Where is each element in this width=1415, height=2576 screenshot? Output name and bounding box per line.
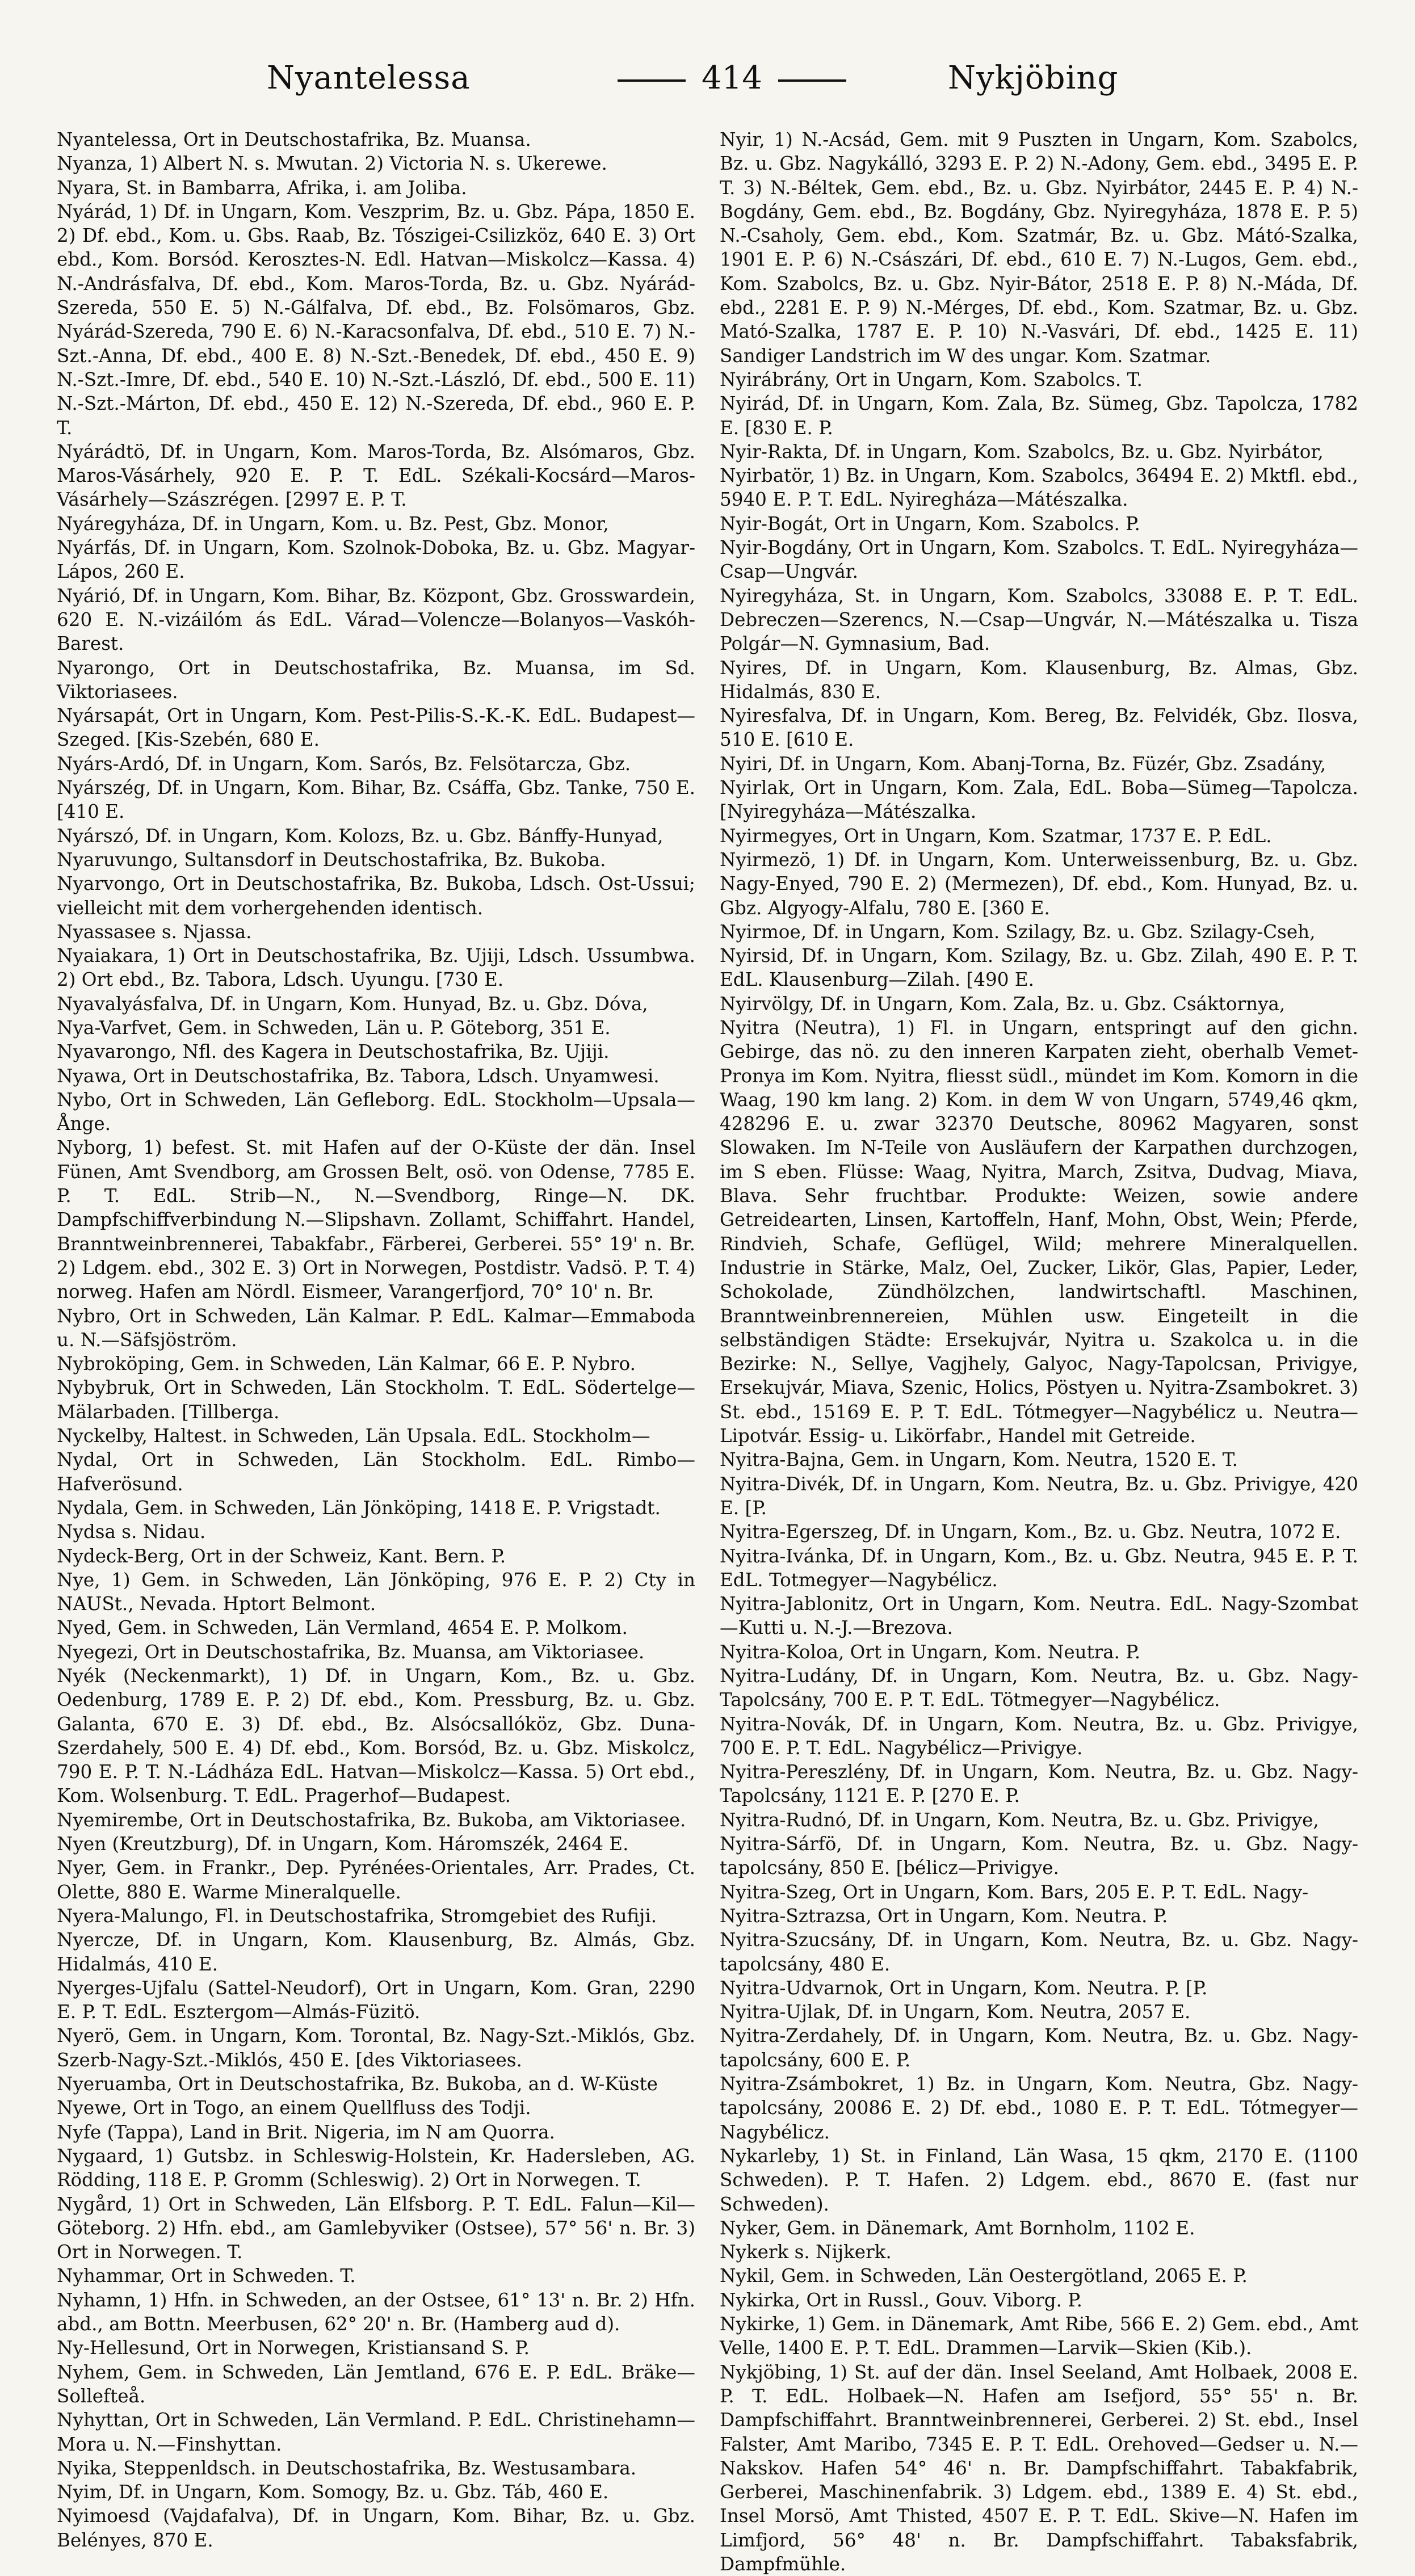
header-right-word: Nykjöbing (948, 60, 1119, 96)
dictionary-entry: Nyitra-Novák, Df. in Ungarn, Kom. Neutra, Bz. u. Gbz. Privigye, 700 E. P. T. EdL. Nagybélicz—Privigye. (720, 1713, 1358, 1759)
dictionary-entry: Nyitra-Szeg, Ort in Ungarn, Kom. Bars, 205 E. P. T. EdL. Nagy- (720, 1881, 1309, 1903)
dictionary-entry: Nyir, 1) N.-Acsád, Gem. mit 9 Puszten in Ungarn, Kom. Szabolcs, Bz. u. Gbz. Nagykálló, 3293 E. P. 2) N.-Adony, Gem. ebd., 3495 E. P. T. 3) N.-Béltek, Gem. ebd., Bz. u. Gbz. Nyirbátor, 2445 E. P. 4) N.-Bogdány, Gem. ebd., Bz. Bogdány, Gbz. Nyiregyháza, 1878 E. P. 5) N.-Csaholy, Gem. ebd., Kom. Szatmár, Bz. u. Gbz. Mátó-Szalka, 1901 E. P. 6) N.-Császári, Df. ebd., 610 E. 7) N.-Lugos, Gem. ebd., Kom. Szabolcs, Bz. u. Gbz. Nyir-Bátor, 2518 E. P. 8) N.-Máda, Df. ebd., 2281 E. P. 9) N.-Mérges, Df. ebd., Kom. Szatmar, Bz. u. Gbz. Mató-Szalka, 1787 E. P. 10) N.-Vasvári, Df. ebd., 1425 E. 11) Sandiger Landstrich im W des ungar. Kom. Szatmar. (720, 129, 1358, 367)
dictionary-entry: Nykerk s. Nijkerk. (720, 2241, 892, 2263)
dictionary-entry: Nyir-Bogdány, Ort in Ungarn, Kom. Szabolcs. T. EdL. Nyiregyháza—Csap—Ungvár. (720, 537, 1358, 583)
dictionary-entry: Nyir-Rakta, Df. in Ungarn, Kom. Szabolcs, Bz. u. Gbz. Nyirbátor, (720, 440, 1324, 463)
dictionary-entry: Nyitra-Jablonitz, Ort in Ungarn, Kom. Neutra. EdL. Nagy-Szombat—Kutti u. N.-J.—Brezova. (720, 1593, 1358, 1639)
dictionary-entry: Nyitra-Pereszlény, Df. in Ungarn, Kom. Neutra, Bz. u. Gbz. Nagy-Tapolcsány, 1121 E. P. [270 E. P. (720, 1761, 1358, 1807)
dictionary-entry: Nyitra-Udvarnok, Ort in Ungarn, Kom. Neutra. P. [P. (720, 1977, 1208, 1999)
dictionary-entry: Nyhamn, 1) Hfn. in Schweden, an der Ostsee, 61° 13' n. Br. 2) Hfn. abd., am Bottn. Meerbusen, 62° 20' n. Br. (Hamberg aud d). (57, 2289, 695, 2335)
dictionary-entry: Nyerö, Gem. in Ungarn, Kom. Torontal, Bz. Nagy-Szt.-Miklós, Gbz. Szerb-Nagy-Szt.-Miklós, 450 E. [des Viktoriasees. (57, 2025, 695, 2071)
dictionary-entry: Nyitra-Ivánka, Df. in Ungarn, Kom., Bz. u. Gbz. Neutra, 945 E. P. T. EdL. Totmegyer—Nagybélicz. (720, 1545, 1358, 1591)
dictionary-entry: Nyirvölgy, Df. in Ungarn, Kom. Zala, Bz. u. Gbz. Csáktornya, (720, 993, 1286, 1015)
dictionary-entry: Nyawa, Ort in Deutschostafrika, Bz. Tabora, Ldsch. Unyamwesi. (57, 1065, 660, 1087)
dictionary-entry: Nyim, Df. in Ungarn, Kom. Somogy, Bz. u. Gbz. Táb, 460 E. (57, 2481, 609, 2503)
dictionary-entry: Nyitra-Ujlak, Df. in Ungarn, Kom. Neutra, 2057 E. (720, 2001, 1191, 2023)
right-column (720, 128, 1358, 2575)
dictionary-entry: Nyantelessa, Ort in Deutschostafrika, Bz. Muansa. (57, 129, 531, 150)
dictionary-entry: Nyirmegyes, Ort in Ungarn, Kom. Szatmar, 1737 E. P. EdL. (720, 825, 1272, 847)
left-column (57, 128, 695, 2551)
dictionary-entry: Nyirlak, Ort in Ungarn, Kom. Zala, EdL. Boba—Sümeg—Tapolcza. [Nyiregyháza—Mátészalka. (720, 777, 1358, 823)
dictionary-entry: Nyir-Bogát, Ort in Ungarn, Kom. Szabolcs. P. (720, 512, 1140, 535)
dictionary-entry: Nyimoesd (Vajdafalva), Df. in Ungarn, Kom. Bihar, Bz. u. Gbz. Belényes, 870 E. (57, 2505, 695, 2551)
dictionary-entry: Nyitra-Szucsány, Df. in Ungarn, Kom. Neutra, Bz. u. Gbz. Nagy-tapolcsány, 480 E. (720, 1929, 1358, 1975)
dictionary-entry: Nyárió, Df. in Ungarn, Kom. Bihar, Bz. Központ, Gbz. Grosswardein, 620 E. N.-vizáilóm ás EdL. Várad—Volencze—Bolanyos—Vaskóh-Barest. (57, 585, 695, 655)
page-number: 414 (702, 60, 762, 96)
dictionary-entry: Nyitra-Koloa, Ort in Ungarn, Kom. Neutra. P. (720, 1641, 1141, 1663)
dictionary-entry: Nyitra-Divék, Df. in Ungarn, Kom. Neutra, Bz. u. Gbz. Privigye, 420 E. [P. (720, 1473, 1358, 1519)
dictionary-entry: Nykirke, 1) Gem. in Dänemark, Amt Ribe, 566 E. 2) Gem. ebd., Amt Velle, 1400 E. P. T. EdL. Drammen—Larvik—Skien (Kib.). (720, 2313, 1358, 2359)
dictionary-entry: Nyitra-Zerdahely, Df. in Ungarn, Kom. Neutra, Bz. u. Gbz. Nagy-tapolcsány, 600 E. P. (720, 2025, 1358, 2071)
dictionary-entry: Nyáregyháza, Df. in Ungarn, Kom. u. Bz. Pest, Gbz. Monor, (57, 512, 609, 535)
dictionary-entry: Nye, 1) Gem. in Schweden, Län Jönköping, 976 E. P. 2) Cty in NAUSt., Nevada. Hptort Belmont. (57, 1569, 695, 1615)
dictionary-entry: Nyaruvungo, Sultansdorf in Deutschostafrika, Bz. Bukoba. (57, 848, 606, 871)
dictionary-entry: Nyeruamba, Ort in Deutschostafrika, Bz. Bukoba, an d. W-Küste (57, 2073, 658, 2095)
dictionary-entry: Nygaard, 1) Gutsbz. in Schleswig-Holstein, Kr. Hadersleben, AG. Rödding, 118 E. P. Gromm (Schleswig). 2) Ort in Norwegen. T. (57, 2145, 695, 2191)
dictionary-entry: Nyárád, 1) Df. in Ungarn, Kom. Veszprim, Bz. u. Gbz. Pápa, 1850 E. 2) Df. ebd., Kom. u. Gbs. Raab, Bz. Tószigei-Csilizköz, 640 E. 3) Ort ebd., Kom. Borsód. Kerosztes-N. Edl. Hatvan—Miskolcz—Kassa. 4) N.-Andrásfalva, Df. ebd., Kom. Maros-Torda, Bz. u. Gbz. Nyárád-Szereda, 550 E. 5) N.-Gálfalva, Df. ebd., Bz. Folsömaros, Gbz. Nyárád-Szereda, 790 E. 6) N.-Karacsonfalva, Df. ebd., 510 E. 7) N.-Szt.-Anna, Df. ebd., 400 E. 8) N.-Szt.-Benedek, Df. ebd., 450 E. 9) N.-Szt.-Imre, Df. ebd., 540 E. 10) N.-Szt.-László, Df. ebd., 500 E. 11) N.-Szt.-Márton, Df. ebd., 450 E. 12) N.-Szereda, Df. ebd., 960 E. P. T. (57, 200, 695, 439)
dictionary-entry: Nyirábrány, Ort in Ungarn, Kom. Szabolcs. T. (720, 368, 1143, 390)
dictionary-entry: Nyaiakara, 1) Ort in Deutschostafrika, Bz. Ujiji, Ldsch. Ussumbwa. 2) Ort ebd., Bz. Tabora, Ldsch. Uyungu. [730 E. (57, 945, 695, 991)
dictionary-entry: Nyárszó, Df. in Ungarn, Kom. Kolozs, Bz. u. Gbz. Bánffy-Hunyad, (57, 825, 664, 847)
dictionary-entry: Nykjöbing, 1) St. auf der dän. Insel Seeland, Amt Holbaek, 2008 E. P. T. EdL. Holbaek—N. Hafen am Isefjord, 55° 55' n. Br. Dampfschiffahrt. Branntweinbrennerei, Gerberei. 2) St. ebd., Insel Falster, Amt Maribo, 7345 E. P. T. EdL. Orehoved—Gedser u. N.—Nakskov. Hafen 54° 46' n. Br. Dampfschiffahrt. Tabakfabrik, Gerberei, Maschinenfabrik. 3) Ldgem. ebd., 1389 E. 4) St. ebd., Insel Morsö, Amt Thisted, 4507 E. P. T. EdL. Skive—N. Hafen im Limfjord, 56° 48' n. Br. Dampfschiffahrt. Tabaksfabrik, Dampfmühle. (720, 2361, 1358, 2575)
dictionary-entry: Nyirsid, Df. in Ungarn, Kom. Szilagy, Bz. u. Gbz. Zilah, 490 E. P. T. EdL. Klausenburg—Zilah. [490 E. (720, 945, 1358, 991)
dash-right (778, 79, 846, 82)
header-page-number-group (602, 60, 862, 96)
dictionary-entry: Nya-Varfvet, Gem. in Schweden, Län u. P. Göteborg, 351 E. (57, 1016, 611, 1039)
dictionary-entry: Nyhyttan, Ort in Schweden, Län Vermland. P. EdL. Christinehamn—Mora u. N.—Finshyttan. (57, 2409, 695, 2455)
dictionary-entry: Ny-Hellesund, Ort in Norwegen, Kristiansand S. P. (57, 2337, 530, 2359)
dictionary-entry: Nygård, 1) Ort in Schweden, Län Elfsborg. P. T. EdL. Falun—Kil—Göteborg. 2) Hfn. ebd., am Gamlebyviker (Ostsee), 57° 56' n. Br. 3) Ort in Norwegen. T. (57, 2193, 695, 2263)
dictionary-entry: Nyavarongo, Nfl. des Kagera in Deutschostafrika, Bz. Ujiji. (57, 1041, 610, 1063)
dictionary-entry: Nyirmezö, 1) Df. in Ungarn, Kom. Unterweissenburg, Bz. u. Gbz. Nagy-Enyed, 790 E. 2) (Mermezen), Df. ebd., Kom. Hunyad, Bz. u. Gbz. Algyogy-Alfalu, 780 E. [360 E. (720, 848, 1358, 919)
dictionary-entry: Nykil, Gem. in Schweden, Län Oestergötland, 2065 E. P. (720, 2265, 1248, 2287)
page-header (0, 60, 1415, 111)
dictionary-entry: Nykirka, Ort in Russl., Gouv. Viborg. P. (720, 2289, 1082, 2311)
header-left-word: Nyantelessa (267, 60, 471, 96)
dictionary-entry: Nyiregyháza, St. in Ungarn, Kom. Szabolcs, 33088 E. P. T. EdL. Debreczen—Szerencs, N.—Csap—Ungvár, N.—Mátészalka u. Tisza Polgár—N. Gymnasium, Bad. (720, 585, 1358, 655)
dictionary-entry: Nyerges-Ujfalu (Sattel-Neudorf), Ort in Ungarn, Kom. Gran, 2290 E. P. T. EdL. Esztergom—Almás-Füzitö. (57, 1977, 695, 2023)
dictionary-entry: Nyhammar, Ort in Schweden. T. (57, 2265, 356, 2287)
dictionary-entry: Nyitra-Sztrazsa, Ort in Ungarn, Kom. Neutra. P. (720, 1905, 1168, 1927)
dictionary-entry: Nyitra-Ludány, Df. in Ungarn, Kom. Neutra, Bz. u. Gbz. Nagy-Tapolcsány, 700 E. P. T. EdL. Tötmegyer—Nagybélicz. (720, 1665, 1358, 1711)
dictionary-entry: Nyitra-Bajna, Gem. in Ungarn, Kom. Neutra, 1520 E. T. (720, 1449, 1238, 1471)
dictionary-entry: Nydsa s. Nidau. (57, 1521, 206, 1543)
dictionary-entry: Nyirmoe, Df. in Ungarn, Kom. Szilagy, Bz. u. Gbz. Szilagy-Cseh, (720, 921, 1316, 943)
dictionary-entry: Nyirbatör, 1) Bz. in Ungarn, Kom. Szabolcs, 36494 E. 2) Mktfl. ebd., 5940 E. P. T. EdL. Nyiregháza—Mátészalka. (720, 465, 1358, 511)
dictionary-entry: Nyara, St. in Bambarra, Afrika, i. am Joliba. (57, 177, 467, 199)
dictionary-entry: Nyitra-Rudnó, Df. in Ungarn, Kom. Neutra, Bz. u. Gbz. Privigye, (720, 1809, 1319, 1831)
dictionary-entry: Nyitra (Neutra), 1) Fl. in Ungarn, entspringt auf den gichn. Gebirge, das nö. zu den inneren Karpaten zieht, oberhalb Vemet-Pronya im Kom. Nyitra, fliesst südl., mündet im Kom. Komorn in die Waag, 190 km lang. 2) Kom. in dem W von Ungarn, 5749,46 qkm, 428296 E. u. zwar 32370 Deutsche, 80962 Magyaren, sonst Slowaken. Im N-Teile von Ausläufern der Karpathen durchzogen, im S eben. Flüsse: Waag, Nyitra, March, Zsitva, Dudvag, Miava, Blava. Sehr fruchtbar. Produkte: Weizen, sowie andere Getreidearten, Linsen, Kartoffeln, Hanf, Mohn, Obst, Wein; Pferde, Rindvieh, Schafe, Geflügel, Wild; mehrere Mineralquellen. Industrie in Stärke, Malz, Oel, Zucker, Likör, Glas, Papier, Leder, Schokolade, Zündhölzchen, landwirtschaftl. Maschinen, Branntweinbrennereien, Mühlen usw. Eingeteilt in die selbständigen Städte: Ersekujvár, Nyitra u. Szakolca u. in die Bezirke: N., Sellye, Vagjhely, Galyoc, Nagy-Tapolcsan, Privigye, Ersekujvár, Miava, Szenic, Holics, Pöstyen u. Nyitra-Zsambokret. 3) St. ebd., 15169 E. P. T. EdL. Tótmegyer—Nagybélicz u. Neutra—Lipotvár. Essig- u. Likörfabr., Handel mit Getreide. (720, 1016, 1358, 1447)
dictionary-entry: Nydal, Ort in Schweden, Län Stockholm. EdL. Rimbo—Hafverösund. (57, 1449, 695, 1495)
dictionary-entry: Nyed, Gem. in Schweden, Län Vermland, 4654 E. P. Molkom. (57, 1617, 628, 1639)
dictionary-entry: Nyen (Kreutzburg), Df. in Ungarn, Kom. Háromszék, 2464 E. (57, 1833, 629, 1855)
dictionary-entry: Nyhem, Gem. in Schweden, Län Jemtland, 676 E. P. EdL. Bräke—Sollefteå. (57, 2361, 695, 2407)
dictionary-entry: Nyegezi, Ort in Deutschostafrika, Bz. Muansa, am Viktoriasee. (57, 1641, 645, 1663)
dictionary-entry: Nyassasee s. Njassa. (57, 921, 252, 943)
dictionary-entry: Nyársapát, Ort in Ungarn, Kom. Pest-Pilis-S.-K.-K. EdL. Budapest—Szeged. [Kis-Szebén, 680 E. (57, 705, 695, 751)
dictionary-entry: Nyárszég, Df. in Ungarn, Kom. Bihar, Bz. Csáffa, Gbz. Tanke, 750 E. [410 E. (57, 777, 695, 823)
dictionary-entry: Nyires, Df. in Ungarn, Kom. Klausenburg, Bz. Almas, Gbz. Hidalmás, 830 E. (720, 657, 1358, 703)
dictionary-entry: Nyárádtö, Df. in Ungarn, Kom. Maros-Torda, Bz. Alsómaros, Gbz. Maros-Vásárhely, 920 E. P. T. EdL. Székali-Kocsárd—Maros-Vásárhely—Szászrégen. [2997 E. P. T. (57, 440, 695, 511)
dictionary-entry: Nyercze, Df. in Ungarn, Kom. Klausenburg, Bz. Almás, Gbz. Hidalmás, 410 E. (57, 1929, 695, 1975)
dictionary-entry: Nyiresfalva, Df. in Ungarn, Kom. Bereg, Bz. Felvidék, Gbz. Ilosva, 510 E. [610 E. (720, 705, 1358, 751)
dictionary-entry: Nyirád, Df. in Ungarn, Kom. Zala, Bz. Sümeg, Gbz. Tapolcza, 1782 E. [830 E. P. (720, 393, 1358, 439)
dictionary-entry: Nyika, Steppenldsch. in Deutschostafrika, Bz. Westusambara. (57, 2457, 637, 2479)
dictionary-entry: Nyfe (Tappa), Land in Brit. Nigeria, im N am Quorra. (57, 2121, 555, 2143)
dictionary-entry: Nyewe, Ort in Togo, an einem Quellfluss des Todji. (57, 2097, 531, 2119)
dictionary-entry: Nyitra-Egerszeg, Df. in Ungarn, Kom., Bz. u. Gbz. Neutra, 1072 E. (720, 1521, 1341, 1543)
dictionary-entry: Nydeck-Berg, Ort in der Schweiz, Kant. Bern. P. (57, 1545, 506, 1567)
dictionary-entry: Nyanza, 1) Albert N. s. Mwutan. 2) Victoria N. s. Ukerewe. (57, 153, 607, 175)
dictionary-entry: Nyera-Malungo, Fl. in Deutschostafrika, Stromgebiet des Rufiji. (57, 1905, 657, 1927)
dictionary-entry: Nyborg, 1) befest. St. mit Hafen auf der O-Küste der dän. Insel Fünen, Amt Svendborg, am Grossen Belt, osö. von Odense, 7785 E. P. T. EdL. Strib—N., N.—Svendborg, Ringe—N. DK. Dampfschiffverbindung N.—Slipshavn. Zollamt, Schiffahrt. Handel, Branntweinbrennerei, Tabakfabr., Färberei, Gerberei. 55° 19' n. Br. 2) Ldgem. ebd., 302 E. 3) Ort in Norwegen, Postdistr. Vadsö. P. T. 4) norweg. Hafen am Nördl. Eismeer, Varangerfjord, 70° 10' n. Br. (57, 1137, 695, 1303)
dictionary-entry: Nyavalyásfalva, Df. in Ungarn, Kom. Hunyad, Bz. u. Gbz. Dóva, (57, 993, 648, 1015)
dictionary-entry: Nyitra-Zsámbokret, 1) Bz. in Ungarn, Kom. Neutra, Gbz. Nagy-tapolcsány, 20086 E. 2) Df. ebd., 1080 E. P. T. EdL. Tótmegyer—Nagybélicz. (720, 2073, 1358, 2143)
dictionary-entry: Nyemirembe, Ort in Deutschostafrika, Bz. Bukoba, am Viktoriasee. (57, 1809, 686, 1831)
dash-left (618, 79, 686, 82)
dictionary-entry: Nybro, Ort in Schweden, Län Kalmar. P. EdL. Kalmar—Emmaboda u. N.—Säfsjöström. (57, 1305, 695, 1351)
dictionary-entry: Nybo, Ort in Schweden, Län Gefleborg. EdL. Stockholm—Upsala—Ånge. (57, 1089, 695, 1135)
dictionary-entry: Nydala, Gem. in Schweden, Län Jönköping, 1418 E. P. Vrigstadt. (57, 1497, 661, 1519)
dictionary-entry: Nybybruk, Ort in Schweden, Län Stockholm. T. EdL. Södertelge—Mälarbaden. [Tillberga. (57, 1377, 695, 1423)
dictionary-entry: Nyckelby, Haltest. in Schweden, Län Upsala. EdL. Stockholm— (57, 1425, 650, 1447)
dictionary-entry: Nyarongo, Ort in Deutschostafrika, Bz. Muansa, im Sd. Viktoriasees. (57, 657, 695, 703)
dictionary-entry: Nyárfás, Df. in Ungarn, Kom. Szolnok-Doboka, Bz. u. Gbz. Magyar-Lápos, 260 E. (57, 537, 695, 583)
dictionary-entry: Nyiri, Df. in Ungarn, Kom. Abanj-Torna, Bz. Füzér, Gbz. Zsadány, (720, 753, 1326, 775)
dictionary-entry: Nyitra-Sárfö, Df. in Ungarn, Kom. Neutra, Bz. u. Gbz. Nagy-tapolcsány, 850 E. [bélicz—Privigye. (720, 1833, 1358, 1879)
dictionary-entry: Nykarleby, 1) St. in Finland, Län Wasa, 15 qkm, 2170 E. (1100 Schweden). P. T. Hafen. 2) Ldgem. ebd., 8670 E. (fast nur Schweden). (720, 2145, 1358, 2215)
dictionary-entry: Nyárs-Ardó, Df. in Ungarn, Kom. Sarós, Bz. Felsötarcza, Gbz. (57, 753, 631, 775)
dictionary-entry: Nyer, Gem. in Frankr., Dep. Pyrénées-Orientales, Arr. Prades, Ct. Olette, 880 E. Warme Mineralquelle. (57, 1857, 695, 1903)
dictionary-entry: Nyarvongo, Ort in Deutschostafrika, Bz. Bukoba, Ldsch. Ost-Ussui; vielleicht mit dem vorhergehenden identisch. (57, 873, 695, 919)
dictionary-entry: Nyék (Neckenmarkt), 1) Df. in Ungarn, Kom., Bz. u. Gbz. Oedenburg, 1789 E. P. 2) Df. ebd., Kom. Pressburg, Bz. u. Gbz. Galanta, 670 E. 3) Df. ebd., Bz. Alsócsallóköz, Gbz. Duna-Szerdahely, 500 E. 4) Df. ebd., Kom. Borsód, Bz. u. Gbz. Miskolcz, 790 E. P. T. N.-Ládháza EdL. Hatvan—Miskolcz—Kassa. 5) Ort ebd., Kom. Wolsenburg. T. EdL. Pragerhof—Budapest. (57, 1665, 695, 1807)
dictionary-entry: Nyker, Gem. in Dänemark, Amt Bornholm, 1102 E. (720, 2217, 1195, 2239)
dictionary-entry: Nybroköping, Gem. in Schweden, Län Kalmar, 66 E. P. Nybro. (57, 1353, 636, 1375)
